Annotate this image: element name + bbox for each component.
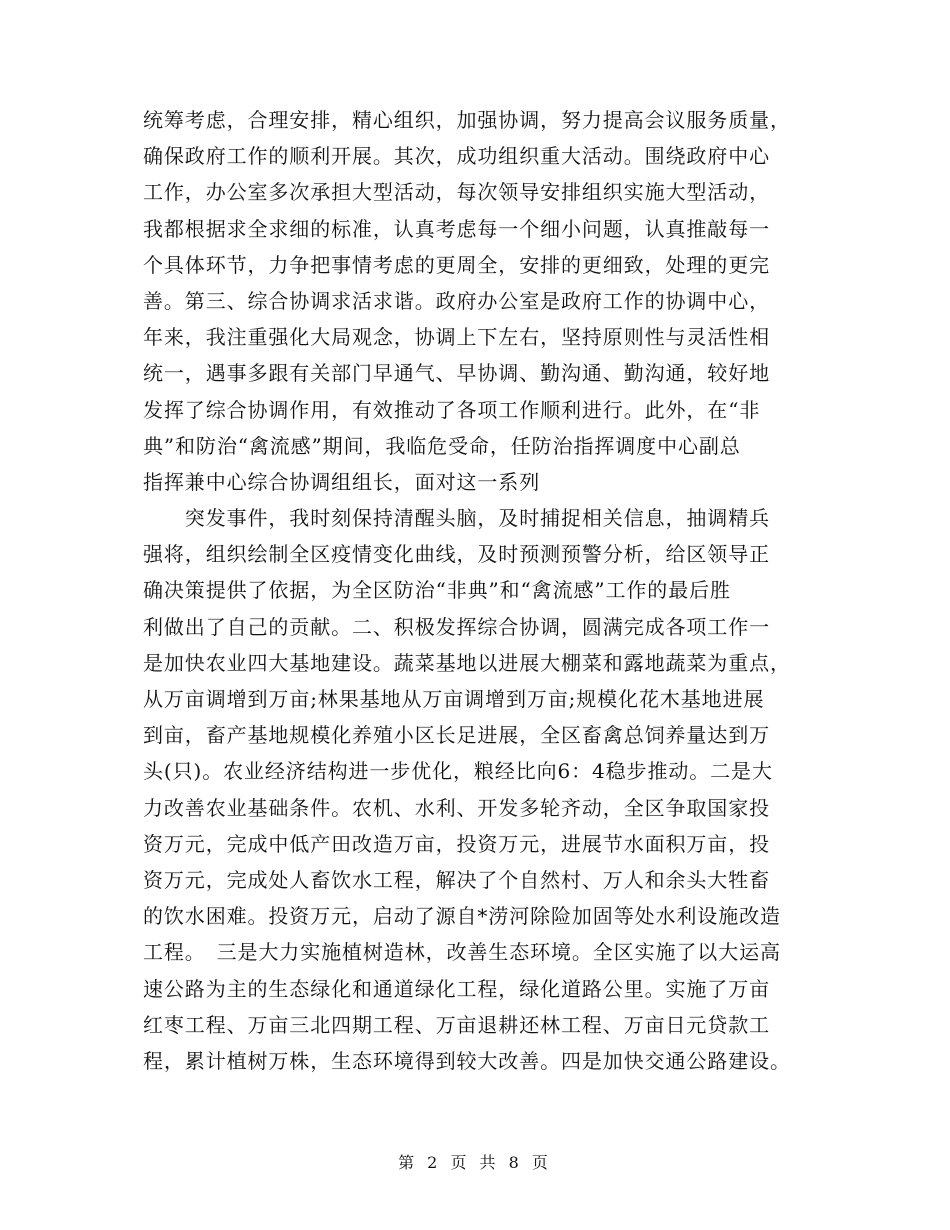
text-line-16: 是加快农业四大基地建设。蔬菜基地以进展大棚菜和露地蔬菜为重点， <box>143 650 791 675</box>
text-line-27: 程，累计植树万株，生态环境得到较大改善。四是加快交通公路建设。 <box>143 1048 791 1073</box>
text-line-18: 到亩，畜产基地规模化养殖小区长足进展，全区畜禽总饲养量达到万 <box>143 723 770 748</box>
text-line-15: 利做出了自己的贡献。二、积极发挥综合协调，圆满完成各项工作一 <box>143 614 770 639</box>
text-line-26: 红枣工程、万亩三北四期工程、万亩退耕还林工程、万亩日元贷款工 <box>143 1012 770 1037</box>
body-text <box>143 102 823 1079</box>
text-line-21: 资万元，完成中低产田改造万亩，投资万元，进展节水面积万亩，投 <box>143 831 770 856</box>
text-line-6: 善。第三、综合协调求活求谐。政府办公室是政府工作的协调中心， <box>143 288 770 313</box>
text-line-23: 的饮水困难。投资万元，启动了源自*涝河除险加固等处水利设施改造 <box>143 904 781 929</box>
text-line-14: 确决策提供了依据，为全区防治“非典”和“禽流感”工作的最后胜 <box>143 578 731 603</box>
text-line-19: 头(只)。农业经济结构进一步优化，粮经比向6：4稳步推动。二是大 <box>143 759 773 784</box>
text-line-13: 强将，组织绘制全区疫情变化曲线，及时预测预警分析，给区领导正 <box>143 542 770 567</box>
text-line-2: 确保政府工作的顺利开展。其次，成功组织重大活动。围绕政府中心 <box>143 144 770 169</box>
text-line-7: 年来，我注重强化大局观念，协调上下左右，坚持原则性与灵活性相 <box>143 325 770 350</box>
text-line-3: 工作，办公室多次承担大型活动，每次领导安排组织实施大型活动， <box>143 180 770 205</box>
text-line-8: 统一，遇事多跟有关部门早通气、早协调、勤沟通、勤沟通，较好地 <box>143 361 770 386</box>
text-line-11: 指挥兼中心综合协调组组长，面对这一系列 <box>143 469 541 494</box>
text-line-12: 突发事件，我时刻保持清醒头脑，及时捕捉相关信息，抽调精兵 <box>143 506 770 531</box>
text-line-20: 力改善农业基础条件。农机、水利、开发多轮齐动，全区争取国家投 <box>143 795 770 820</box>
text-line-9: 发挥了综合协调作用，有效推动了各项工作顺利进行。此外，在“非 <box>143 397 761 422</box>
page-number-footer: 第 2 页 共 8 页 <box>398 1153 552 1172</box>
text-line-1: 统筹考虑，合理安排，精心组织，加强协调，努力提高会议服务质量， <box>143 108 791 132</box>
text-line-25: 速公路为主的生态绿化和通道绿化工程，绿化道路公里。实施了万亩 <box>143 976 770 1001</box>
text-line-4: 我都根据求全求细的标准，认真考虑每一个细小问题，认真推敲每一 <box>143 216 770 241</box>
text-line-24: 工程。 三是大力实施植树造林，改善生态环境。全区实施了以大运高 <box>143 940 781 965</box>
text-line-10: 典”和防治“禽流感”期间，我临危受命，任防治指挥调度中心副总 <box>143 433 741 458</box>
text-line-17: 从万亩调增到万亩;林果基地从万亩调增到万亩;规模化花木基地进展 <box>143 687 765 711</box>
text-line-5: 个具体环节，力争把事情考虑的更周全，安排的更细致，处理的更完 <box>143 252 770 277</box>
text-line-22: 资万元，完成处人畜饮水工程，解决了个自然村、万人和余头大牲畜 <box>143 867 770 892</box>
